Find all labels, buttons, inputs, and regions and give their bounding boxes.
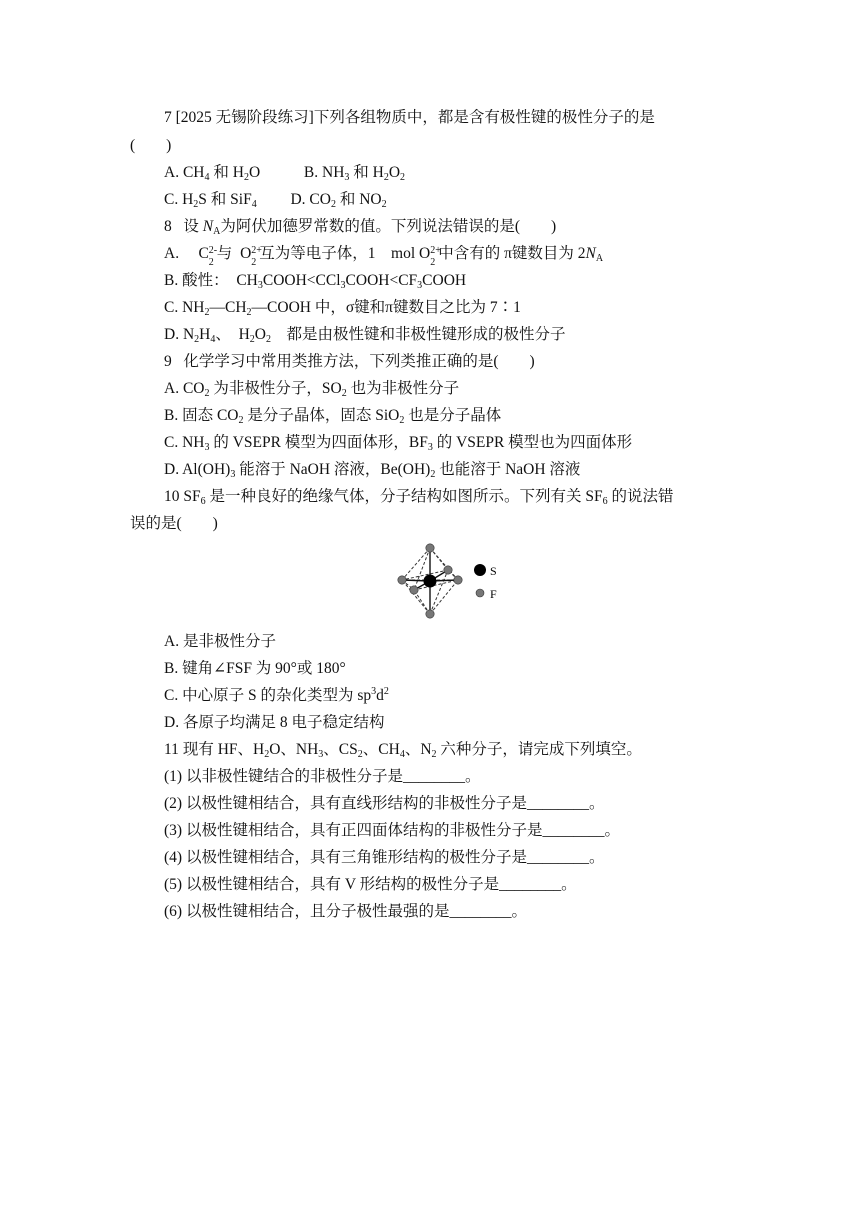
sf6-structure-diagram [392, 542, 512, 622]
q7-options-ab [164, 163, 764, 183]
q10-number: 10 [164, 488, 180, 505]
sulfur-atom [424, 575, 437, 588]
q7-number: 7 [164, 109, 172, 126]
q7-options-cd [164, 190, 764, 210]
q11-item-6: (6) 以极性键相结合，且分子极性最强的是________。 [164, 903, 527, 920]
q9-option-a: A. $CO_2$ 为非极性分子，$SO_2$ 也为非极性分子 [164, 380, 460, 399]
q9-option-c: C. $NH_3$ 的 VSEPR 模型为四面体形，$BF_3$ 的 VSEPR 模型也为四面体形 [164, 434, 633, 453]
legend-f-marker [476, 589, 484, 597]
q9-option-d: D. $Al(OH)_3$ 能溶于 NaOH 溶液，$Be(OH)_2$ 也能溶于 NaOH 溶液 [164, 461, 581, 480]
answer-blank[interactable]: ________ [542, 822, 605, 839]
answer-blank[interactable]: ________ [526, 795, 589, 812]
answer-blank[interactable]: ________ [402, 768, 465, 785]
o2-ion-charge: 2+ 2 [251, 245, 262, 268]
answer-blank[interactable]: ________ [499, 876, 562, 893]
q7-stem [164, 108, 734, 128]
q11-stem: 11 现有 HF、$H_2O$、$NH_3$、$CS_2$、$CH_4$、$N_2$ 六种分子，请完成下列填空。 [164, 741, 642, 760]
q7-text: 下列各组物质中，都是含有极性键的极性分子的是 [313, 109, 655, 126]
q11-item-3: (3) 以极性键相结合，具有正四面体结构的非极性分子是________。 [164, 822, 620, 839]
q10-option-c: C. 中心原子 S 的杂化类型为 $sp^3d^2$ [164, 686, 389, 704]
q10-option-b: B. 键角∠FSF 为 90°或 180° [164, 660, 346, 677]
q9-option-b: B. 固态 $CO_2$ 是分子晶体，固态 SiO$_2$ 也是分子晶体 [164, 407, 502, 426]
q8-option-b: B. 酸性： $CH_3COOH<CCl_3COOH<CF_3COOH$ [164, 272, 467, 291]
answer-blank[interactable]: ________ [526, 849, 589, 866]
q7-source: [2025 无锡阶段练习] [175, 109, 314, 126]
q9-stem: 9 化学学习中常用类推方法，下列类推正确的是( ) [164, 353, 535, 370]
q10-option-a: A. 是非极性分子 [164, 633, 276, 650]
q11-item-4: (4) 以极性键相结合，具有三角锥形结构的极性分子是________。 [164, 849, 605, 866]
q11-item-1: (1) 以非极性键结合的非极性分子是________。 [164, 768, 481, 785]
q11-item-5: (5) 以极性键相结合，具有 V 形结构的极性分子是________。 [164, 876, 577, 893]
q8-stem: 8 设 $N_A$为阿伏加德罗常数的值。下列说法错误的是( ) [164, 218, 557, 237]
q10-stem: 10 $SF_6$ 是一种良好的绝缘气体，分子结构如图所示。下列有关 $SF_6$ 的说法错 [164, 488, 674, 507]
q11-item-2: (2) 以极性键相结合，具有直线形结构的非极性分子是________。 [164, 795, 605, 812]
c2-ion-charge: 2- 2 [208, 245, 218, 268]
q8-option-c: C. $NH_2—CH_2—COOH$ 中，σ键和π键数目之比为 7∶1 [164, 299, 521, 318]
q9-number: 9 [164, 353, 172, 370]
q7-option-d: D. $CO_2$ 和 $NO_2$ [290, 191, 387, 210]
answer-blank[interactable]: ________ [449, 903, 512, 920]
q10-stem-line2: 误的是( ) [130, 515, 218, 532]
q7-option-a: A. $CH_4$ 和 $H_2O$ [164, 164, 261, 183]
legend-f-label: F [490, 587, 497, 601]
o2-ion-charge-2: 2+ 2 [430, 245, 441, 268]
q8-option-a: A. C 2- 2 与 O 2+ 2 互为等电子体，1 mol O 2+ 2 中含有的 π键数目为 $2N_A$ [164, 245, 604, 268]
q7-paren: ( ) [130, 137, 172, 154]
q8-option-d: D. $N_2H_4$、 $H_2O_2$ 都是由极性键和非极性键形成的极性分子 [164, 326, 566, 345]
q8-number: 8 [164, 218, 172, 235]
q7-option-b: B. $NH_3$ 和 $H_2O_2$ [303, 164, 406, 183]
q7-option-c: C. $H_2S$ 和 SiF$_4$ [164, 191, 257, 210]
legend-s-label: S [490, 564, 497, 578]
q10-option-d: D. 各原子均满足 8 电子稳定结构 [164, 714, 385, 731]
q11-number: 11 [164, 741, 179, 758]
legend-s-marker [474, 564, 486, 576]
